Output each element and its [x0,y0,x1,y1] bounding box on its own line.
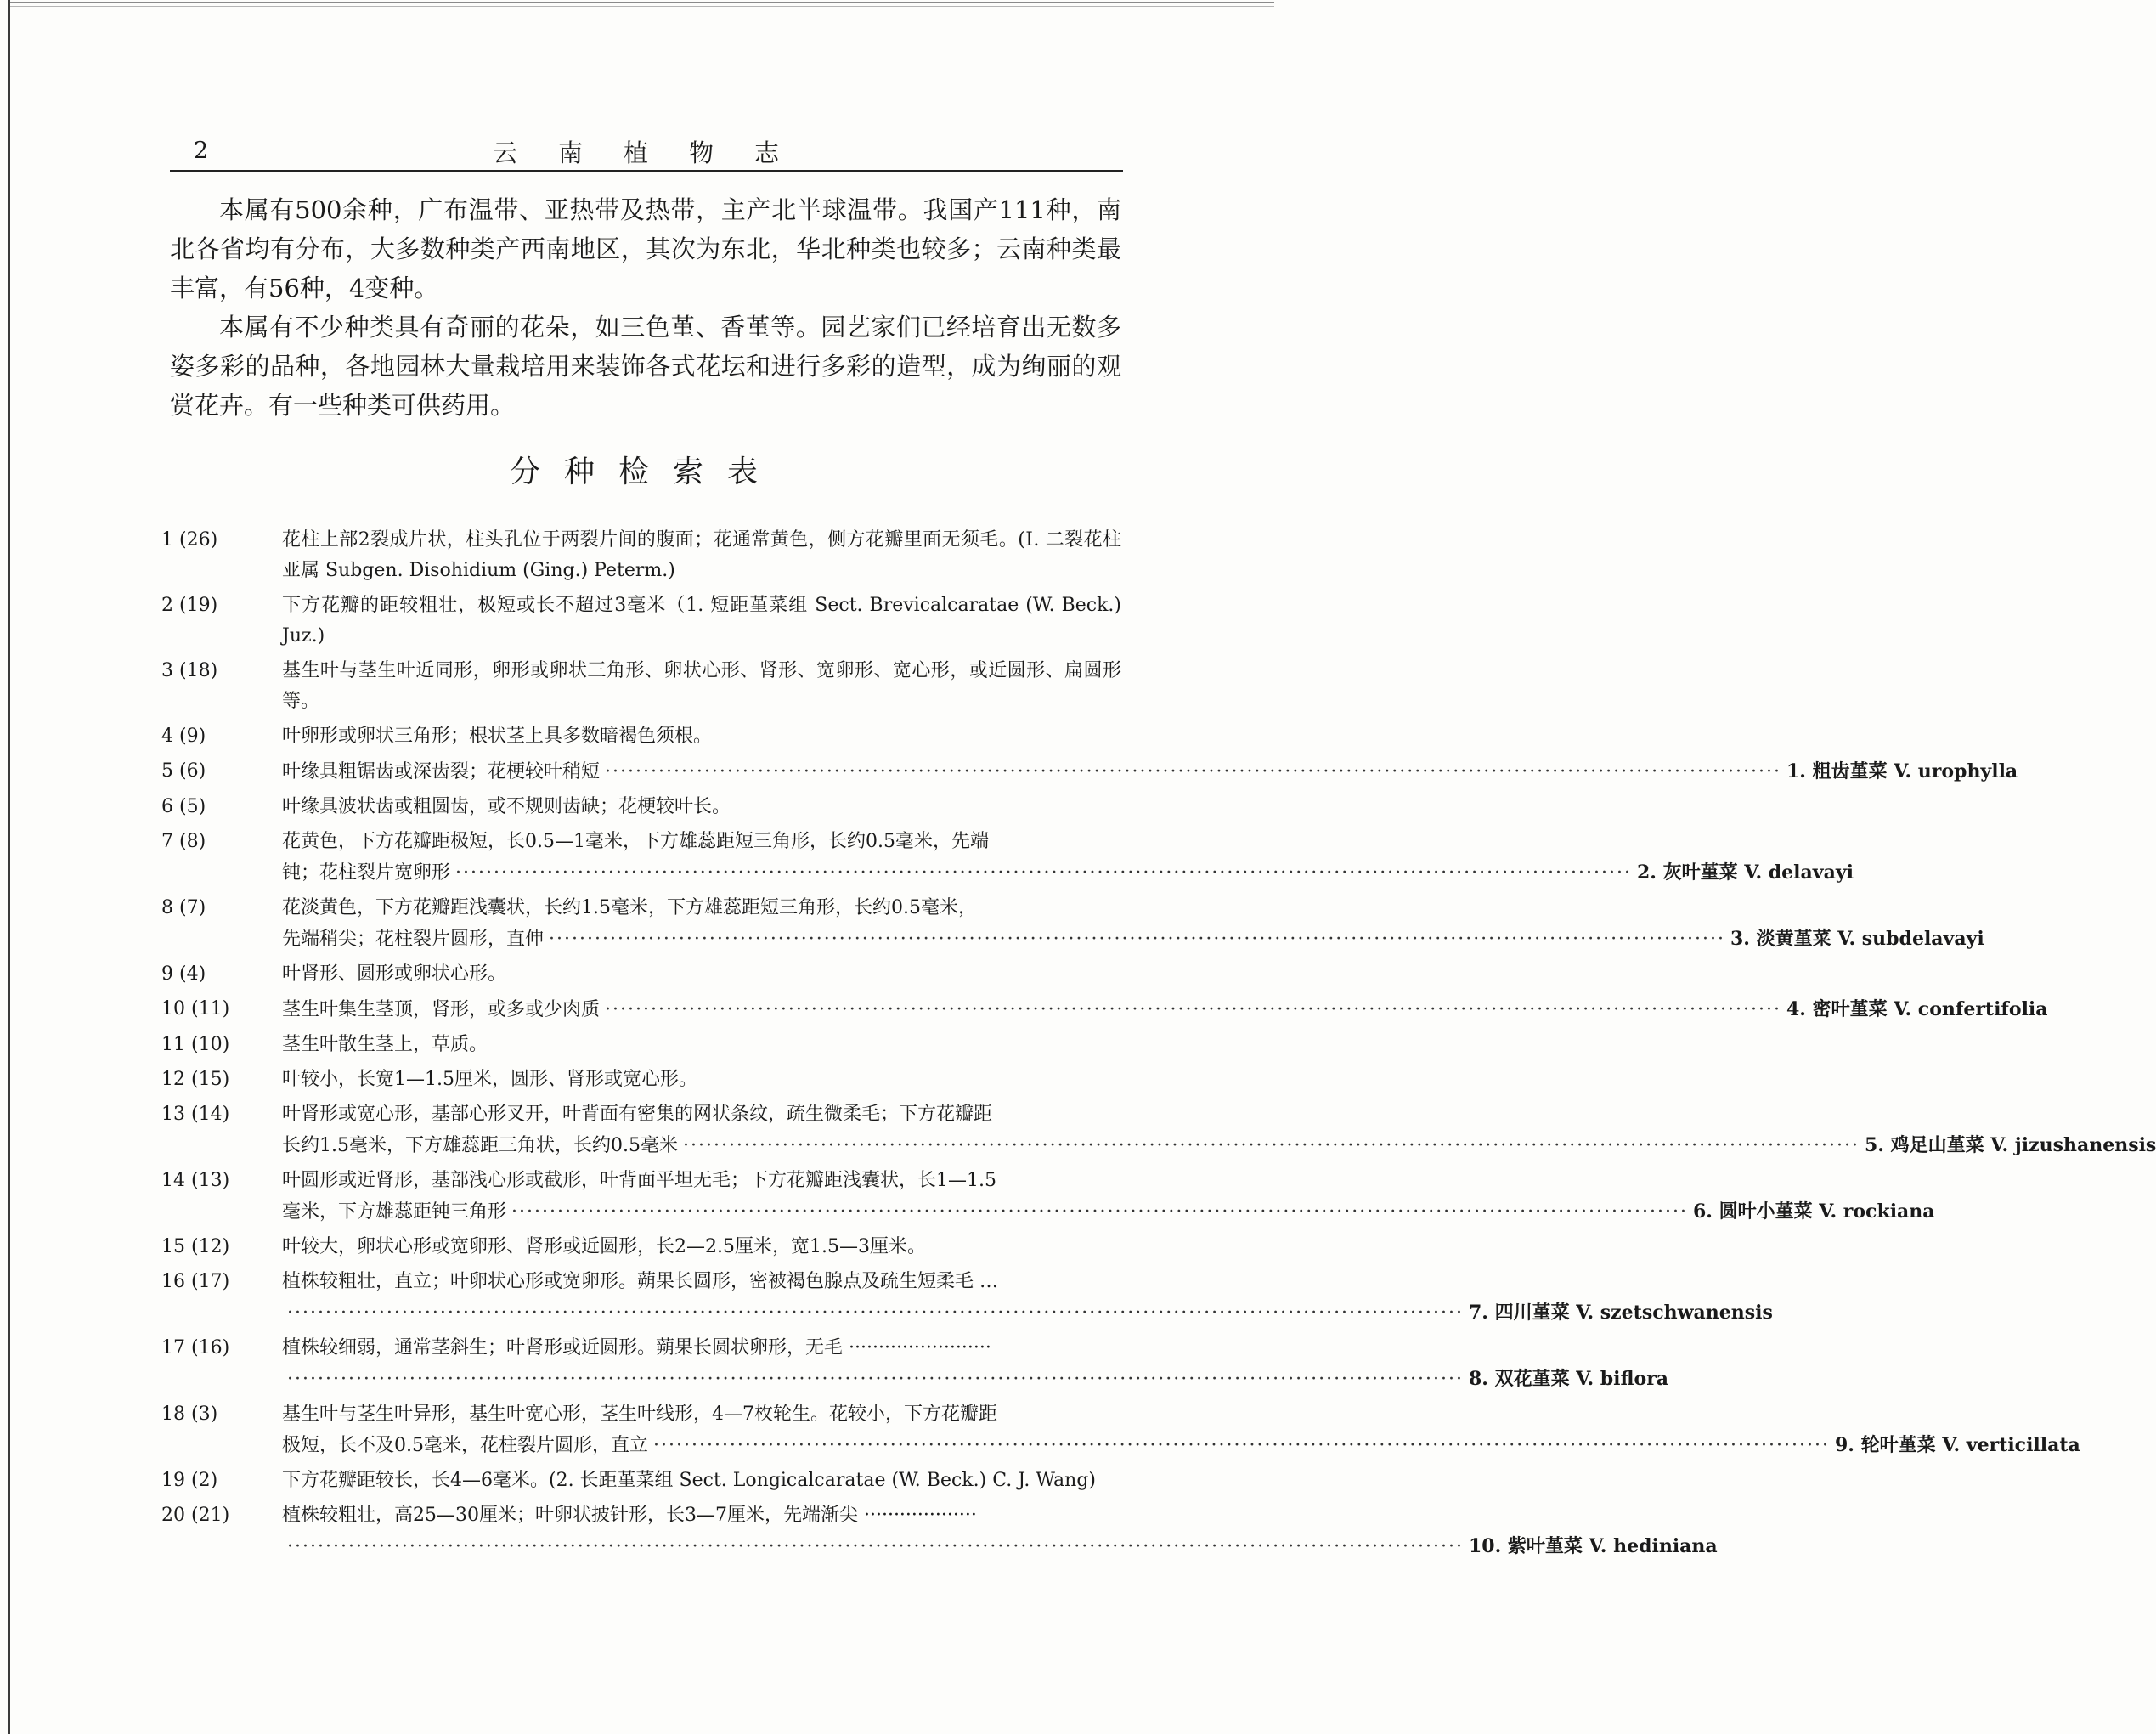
key-leader-line [282,923,1984,955]
key-entry-body [282,1267,1773,1329]
intro-paragraph-1: 本属有500余种，广布温带、亚热带及热带，主产北半球温带。我国产111种，南北各省均有分布，大多数种类产西南地区，其次为东北，华北种类也较多；云南种类最丰富，有56种，4变种。 [170,195,1121,302]
key-leader-line [282,1196,1935,1228]
key-entry-number: 7 (8) [161,831,206,852]
key-entry-body [282,756,2018,788]
key-entry-body [282,1030,1121,1060]
key-entry-number: 6 (5) [161,796,206,817]
species-name: 3. 淡黄堇菜 V. subdelavayi [1730,928,1984,950]
key-entry-text: 叶卵形或卵状三角形；根状茎上具多数暗褐色须根。 [282,726,713,747]
dot-leader [653,1431,1830,1461]
key-title: 分种检索表 [509,455,782,489]
key-leader-text: 毫米，下方雄蕊距钝三角形 [282,1201,507,1223]
key-entry [161,1030,1121,1060]
key-entry-number: 16 (17) [161,1271,230,1292]
key-entry-body [282,827,1854,889]
species-name: 8. 双花堇菜 V. biflora [1468,1368,1669,1390]
key-entry-body [282,1099,2156,1161]
key-entry [161,756,2018,788]
key-entry-body [282,656,1121,717]
key-leader-line [282,1430,2080,1461]
key-leader-text: 茎生叶集生茎顶，肾形，或多或少肉质 [282,999,601,1020]
key-entry-number: 20 (21) [161,1505,230,1526]
header-rule [170,170,1123,172]
key-leader-text: 极短，长不及0.5毫米，花柱裂片圆形，直立 [282,1435,648,1456]
key-entry-text: 叶肾形或宽心形，基部心形叉开，叶背面有密集的网状条纹，疏生微柔毛；下方花瓣距 [282,1104,993,1125]
key-leader-text: 长约1.5毫米，下方雄蕊距三角状，长约0.5毫米 [282,1135,678,1156]
key-entry [161,1166,1935,1228]
key-entry-number: 8 (7) [161,897,206,918]
key-entry-text: 植株较粗壮，直立；叶卵状心形或宽卵形。蒴果长圆形，密被褐色腺点及疏生短柔毛 … [282,1271,998,1292]
key-entry [161,994,2048,1025]
key-entry [161,1466,1121,1496]
dot-leader [287,1298,1464,1329]
key-entry-text: 茎生叶散生茎上，草质。 [282,1034,488,1055]
key-leader-line [282,756,2018,788]
species-name: 5. 鸡足山堇菜 V. jizushanensis [1864,1134,2156,1156]
key-entry-number: 11 (10) [161,1034,230,1055]
key-entry [161,827,1854,889]
key-entry-number: 14 (13) [161,1170,230,1191]
dot-leader [455,858,1632,889]
key-entry [161,792,1121,822]
key-entry-body [282,1500,1718,1562]
key-entry-number: 9 (4) [161,963,206,985]
key-entry-body [282,994,2048,1025]
key-entry [161,1333,1669,1395]
dot-leader [605,757,1781,788]
key-entry [161,1099,2156,1161]
species-name: 9. 轮叶堇菜 V. verticillata [1834,1434,2080,1456]
key-entry-number: 5 (6) [161,760,206,782]
key-entry-text: 植株较细弱，通常茎斜生；叶肾形或近圆形。蒴果长圆状卵形，无毛 ························ [282,1337,991,1358]
species-name: 10. 紫叶堇菜 V. hediniana [1468,1535,1718,1557]
key-entry-number: 2 (19) [161,595,218,616]
scan-top-edge [10,2,1274,3]
page-header [170,134,1121,168]
scan-top-edge-inner [10,6,1274,7]
key-entry-number: 12 (15) [161,1069,230,1090]
key-entry-number: 13 (14) [161,1104,230,1125]
key-entry [161,656,1121,717]
key-leader-line [282,857,1854,889]
key-entry [161,959,1121,990]
key-entry-text: 下方花瓣距较长，长4—6毫米。(2. 长距堇菜组 Sect. Longicalcaratae (W. Beck.) C. J. Wang) [282,1470,1096,1491]
key-entry-number: 15 (12) [161,1236,230,1257]
page-number: 2 [194,138,209,164]
key-entry-text: 叶缘具波状齿或粗圆齿，或不规则齿缺；花梗较叶长。 [282,796,731,817]
intro-paragraph-2: 本属有不少种类具有奇丽的花朵，如三色堇、香堇等。园艺家们已经培育出无数多姿多彩的品种，各地园林大量栽培用来装饰各式花坛和进行多彩的造型，成为绚丽的观赏花卉。有一些种类可供药用。 [170,313,1121,420]
key-entry-text: 基生叶与茎生叶异形，基生叶宽心形，茎生叶线形，4—7枚轮生。花较小，下方花瓣距 [282,1404,997,1425]
key-entry-number: 1 (26) [161,529,218,551]
species-name: 2. 灰叶堇菜 V. delavayi [1636,861,1854,884]
scan-left-edge [8,0,10,1734]
running-title: 云南植物志 [493,138,821,167]
key-entry-body [282,1399,2080,1461]
species-name: 1. 粗齿堇菜 V. urophylla [1786,760,2018,782]
key-leader-line [282,1531,1718,1562]
key-entry-body [282,792,1121,822]
key-entry [161,1065,1121,1095]
key-entry-text: 植株较粗壮，高25—30厘米；叶卵状披针形，长3—7厘米，先端渐尖 ··················· [282,1505,977,1526]
key-entry-body [282,893,1984,955]
key-leader-line [282,1364,1668,1395]
key-entry-text: 叶较小，长宽1—1.5厘米，圆形、肾形或宽心形。 [282,1069,697,1090]
species-name: 4. 密叶堇菜 V. confertifolia [1786,998,2048,1020]
key-entry-body [282,525,1121,586]
key-entry-body [282,1333,1668,1395]
key-entry [161,525,1121,586]
species-name: 7. 四川堇菜 V. szetschwanensis [1468,1302,1773,1324]
key-leader-line [282,1130,2156,1161]
key-leader-text: 钝；花柱裂片宽卵形 [282,862,451,884]
key-entry-number: 10 (11) [161,998,230,1020]
dot-leader [511,1197,1688,1228]
key-entry-body [282,1466,1121,1496]
key-entry-text: 花柱上部2裂成片状，柱头孔位于两裂片间的腹面；花通常黄色，侧方花瓣里面无须毛。(Ⅰ. 二裂花柱亚属 Subgen. Disohidium (Ging.) Peterm.) [282,529,1121,581]
key-entry-number: 17 (16) [161,1337,230,1358]
key-entry-text: 花淡黄色，下方花瓣距浅囊状，长约1.5毫米，下方雄蕊距短三角形，长约0.5毫米， [282,897,977,918]
dot-leader [683,1131,1860,1161]
key-entry [161,893,1984,955]
key-entry [161,1500,1718,1562]
dot-leader [549,924,1725,955]
key-entry-number: 3 (18) [161,660,218,681]
key-leader-text: 先端稍尖；花柱裂片圆形，直伸 [282,929,545,950]
key-entry-body [282,590,1121,652]
species-key-list [161,525,2156,1567]
key-entry-text: 花黄色，下方花瓣距极短，长0.5—1毫米，下方雄蕊距短三角形，长约0.5毫米，先端 [282,831,989,852]
key-entry [161,1232,1121,1262]
species-name: 6. 圆叶小堇菜 V. rockiana [1692,1200,1935,1223]
dot-leader [287,1532,1464,1562]
key-entry [161,1267,1773,1329]
dot-leader [287,1364,1464,1395]
key-leader-text: 叶缘具粗锯齿或深齿裂；花梗较叶稍短 [282,761,601,782]
key-entry-body [282,1232,1121,1262]
dot-leader [605,995,1781,1025]
key-entry-number: 19 (2) [161,1470,218,1491]
key-leader-line [282,994,2048,1025]
key-entry-text: 叶较大，卵状心形或宽卵形、肾形或近圆形，长2—2.5厘米，宽1.5—3厘米。 [282,1236,926,1257]
key-entry-body [282,1166,1935,1228]
key-entry-text: 基生叶与茎生叶近同形，卵形或卵状三角形、卵状心形、肾形、宽卵形、宽心形，或近圆形、扁圆形等。 [282,660,1121,712]
key-entry-body [282,959,1121,990]
key-entry-number: 18 (3) [161,1404,218,1425]
key-entry-body [282,721,1121,752]
key-entry-text: 叶圆形或近肾形，基部浅心形或截形，叶背面平坦无毛；下方花瓣距浅囊状，长1—1.5 [282,1170,996,1191]
key-entry-text: 叶肾形、圆形或卵状心形。 [282,963,507,985]
key-entry-body [282,1065,1121,1095]
key-entry-text: 下方花瓣的距较粗壮，极短或长不超过3毫米（1. 短距堇菜组 Sect. Brevicalcaratae (W. Beck.) Juz.) [282,595,1121,647]
key-leader-line [282,1297,1773,1329]
key-entry-number: 4 (9) [161,726,206,747]
key-entry [161,590,1121,652]
key-entry [161,721,1121,752]
key-entry [161,1399,2080,1461]
